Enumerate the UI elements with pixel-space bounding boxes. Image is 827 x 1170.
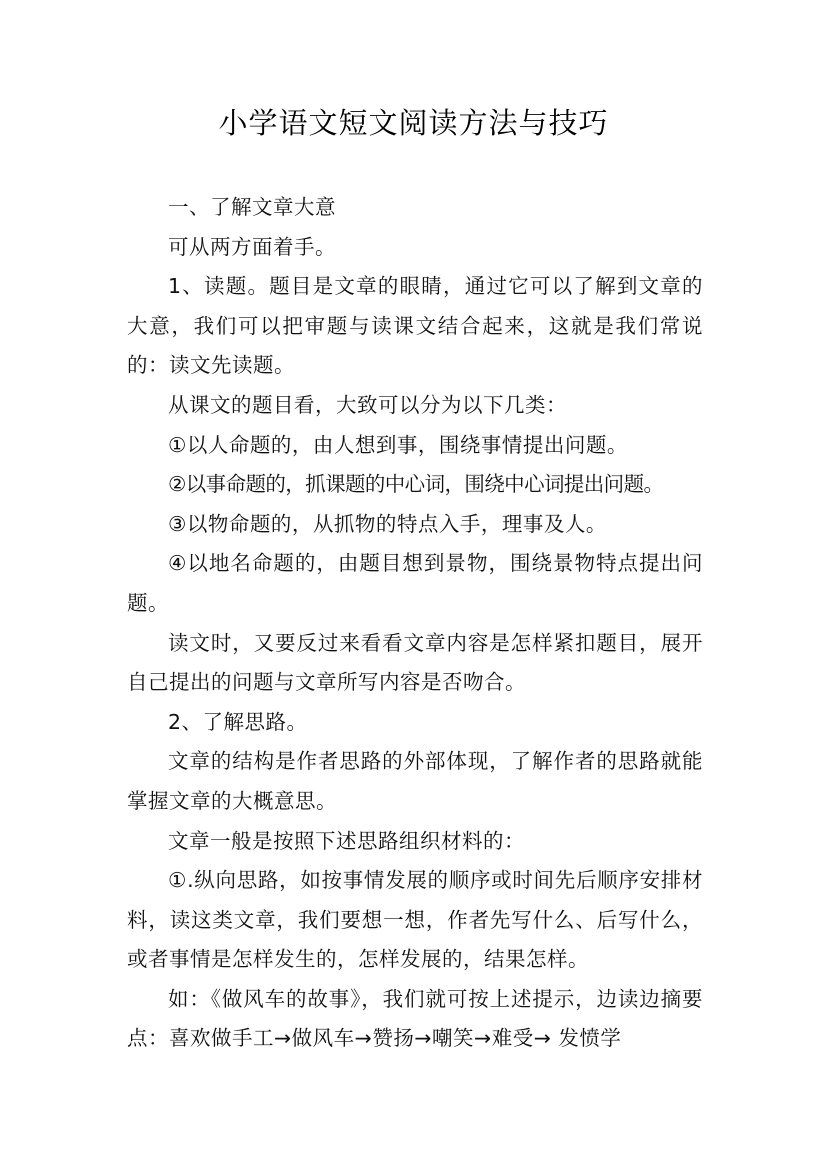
section-heading-1: 一、了解文章大意 [168,195,336,219]
paragraph-structure-explanation: 文章的结构是作者思路的外部体现，了解作者的思路就能掌握文章的大概意思。 [127,749,703,813]
list-item-object-title: ③以物命题的，从抓物的特点入手，理事及人。 [168,511,607,536]
list-item-event-title: ②以事命题的，抓课题的中心词，围绕中心词提出问题。 [168,472,664,497]
document-title: 小学语文短文阅读方法与技巧 [218,106,609,140]
paragraph-intro: 可从两方面着手。 [168,234,336,259]
paragraph-organization-intro: 文章一般是按照下述思路组织材料的： [168,828,525,853]
list-item-vertical-structure: ①.纵向思路，如按事情发展的顺序或时间先后顺序安排材料，读这类文章，我们要想一想，作者先写什么、后写什么，或者事情是怎样发生的，怎样发展的，结果怎样。 [127,868,703,972]
paragraph-reading-check: 读文时，又要反过来看看文章内容是怎样紧扣题目，展开自己提出的问题与文章所写内容是否吻合。 [127,630,703,695]
list-item-person-title: ①以人命题的，由人想到事，围绕事情提出问题。 [168,432,628,457]
list-item-place-title: ④以地名命题的，由题目想到景物，围绕景物特点提出问题。 [127,551,703,615]
document-body [127,188,703,1059]
paragraph-read-title: 1、读题。题目是文章的眼睛，通过它可以了解到文章的大意，我们可以把审题与读课文结合起来，这就是我们常说的：读文先读题。 [127,274,703,378]
paragraph-example: 如：《做风车的故事》，我们就可按上述提示，边读边摘要点：喜欢做手工→做风车→赞扬→嘲笑→难受→ 发愤学 [127,986,703,1051]
paragraph-understand-structure: 2、了解思路。 [168,709,308,734]
paragraph-title-categories: 从课文的题目看，大致可以分为以下几类： [168,392,567,417]
